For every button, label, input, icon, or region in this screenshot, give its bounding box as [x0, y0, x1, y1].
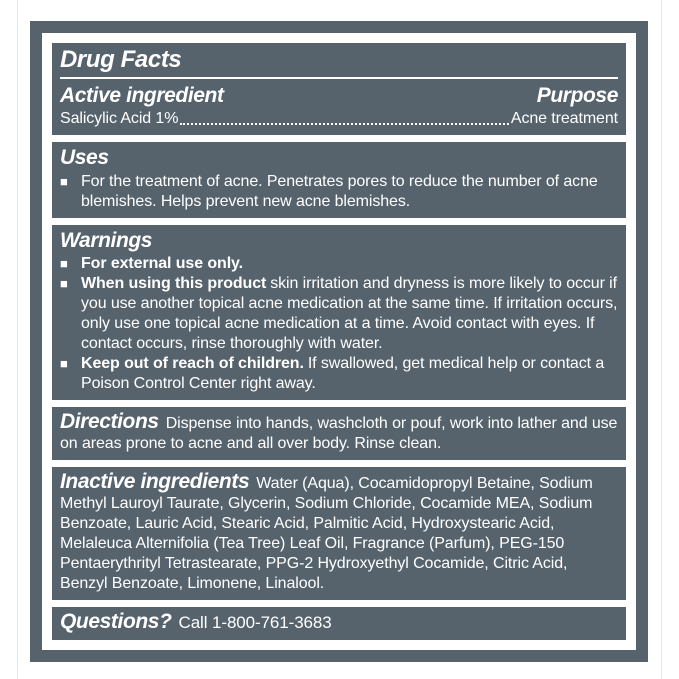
active-ingredient-row: [60, 84, 618, 110]
warning-body: If swallowed, get medical help or contact a Poison Control Center right away.: [81, 355, 605, 393]
inactive-ingredients-heading: Inactive ingredients: [60, 470, 250, 494]
section-directions: [52, 407, 626, 460]
warning-item-keep-out-of-reach: [60, 354, 618, 394]
bullet-square-icon: ■: [60, 173, 68, 189]
uses-heading: Uses: [60, 146, 109, 170]
ingredient-purpose-row: [60, 109, 618, 129]
warning-item-external-use: [60, 254, 618, 274]
directions-text: Dispense into hands, washcloth or pouf, work into lather and use on areas prone to acne and all over body. Rinse clean.: [60, 415, 618, 453]
section-questions: [52, 607, 626, 640]
ingredient-name: Salicylic Acid 1%: [60, 110, 179, 128]
label-inner-border: [42, 33, 636, 650]
inactive-ingredients-paragraph: [60, 471, 618, 594]
bullet-square-icon: ■: [60, 356, 68, 372]
warning-bold-lead: When using this product: [81, 275, 267, 293]
section-inactive-ingredients: [52, 467, 626, 600]
warning-text: [81, 354, 618, 394]
warning-text: [81, 254, 618, 274]
label-sections: [52, 43, 626, 640]
bullet-square-icon: ■: [60, 276, 68, 292]
warning-bold-lead: Keep out of reach of children.: [81, 355, 304, 373]
ingredient-purpose-value: Acne treatment: [510, 110, 618, 128]
uses-bullet-item: [60, 172, 618, 212]
image-edge-line-left: [17, 0, 18, 679]
label-outer-frame: [30, 21, 648, 662]
warnings-heading: Warnings: [60, 228, 153, 252]
active-ingredient-heading: Active ingredient: [60, 83, 224, 107]
warning-text: [81, 274, 618, 354]
drug-facts-title: Drug Facts: [60, 46, 182, 73]
directions-paragraph: [60, 411, 618, 454]
questions-phone-text: Call 1-800-761-3683: [178, 613, 332, 633]
warning-bold-lead: For external use only.: [81, 255, 243, 273]
warning-item-when-using: [60, 274, 618, 354]
questions-heading: Questions?: [60, 610, 172, 634]
dotted-leader: [180, 123, 509, 125]
image-edge-line-right: [661, 0, 662, 679]
section-warnings: [52, 225, 626, 401]
purpose-heading: Purpose: [536, 83, 618, 107]
inactive-ingredients-text: Water (Aqua), Cocamidopropyl Betaine, Sodium Methyl Lauroyl Taurate, Glycerin, Sodium Chloride, Cocamide MEA, Sodium Benzoate, Lauric Acid, Stearic Acid, Palmitic Acid, Hydroxystearic Acid, Melaleuca Alternifolia (Tea Tree) Leaf Oil, Fragrance (Parfum), PEG-150 Pentaerythrityl Tetrastearate, PPG-2 Hydroxyethyl Cocamide, Citric Acid, Benzyl Benzoate, Limonene, Linalool.: [60, 475, 593, 593]
bullet-square-icon: ■: [60, 256, 68, 272]
section-uses: [52, 142, 626, 218]
directions-heading: Directions: [60, 410, 159, 434]
questions-row: [60, 611, 618, 634]
warning-body: skin irritation and dryness is more likely to occur if you use another topical acne medication at the same time. If irritation occurs, only use one topical acne medication at a time. Avoid contact with eyes. If contact occurs, rinse thoroughly with water.: [81, 275, 618, 353]
uses-bullet-text: For the treatment of acne. Penetrates pores to reduce the number of acne blemishes. Helps prevent new acne blemishes.: [81, 172, 598, 210]
section-header: [52, 43, 626, 135]
title-divider-line: [60, 77, 618, 79]
